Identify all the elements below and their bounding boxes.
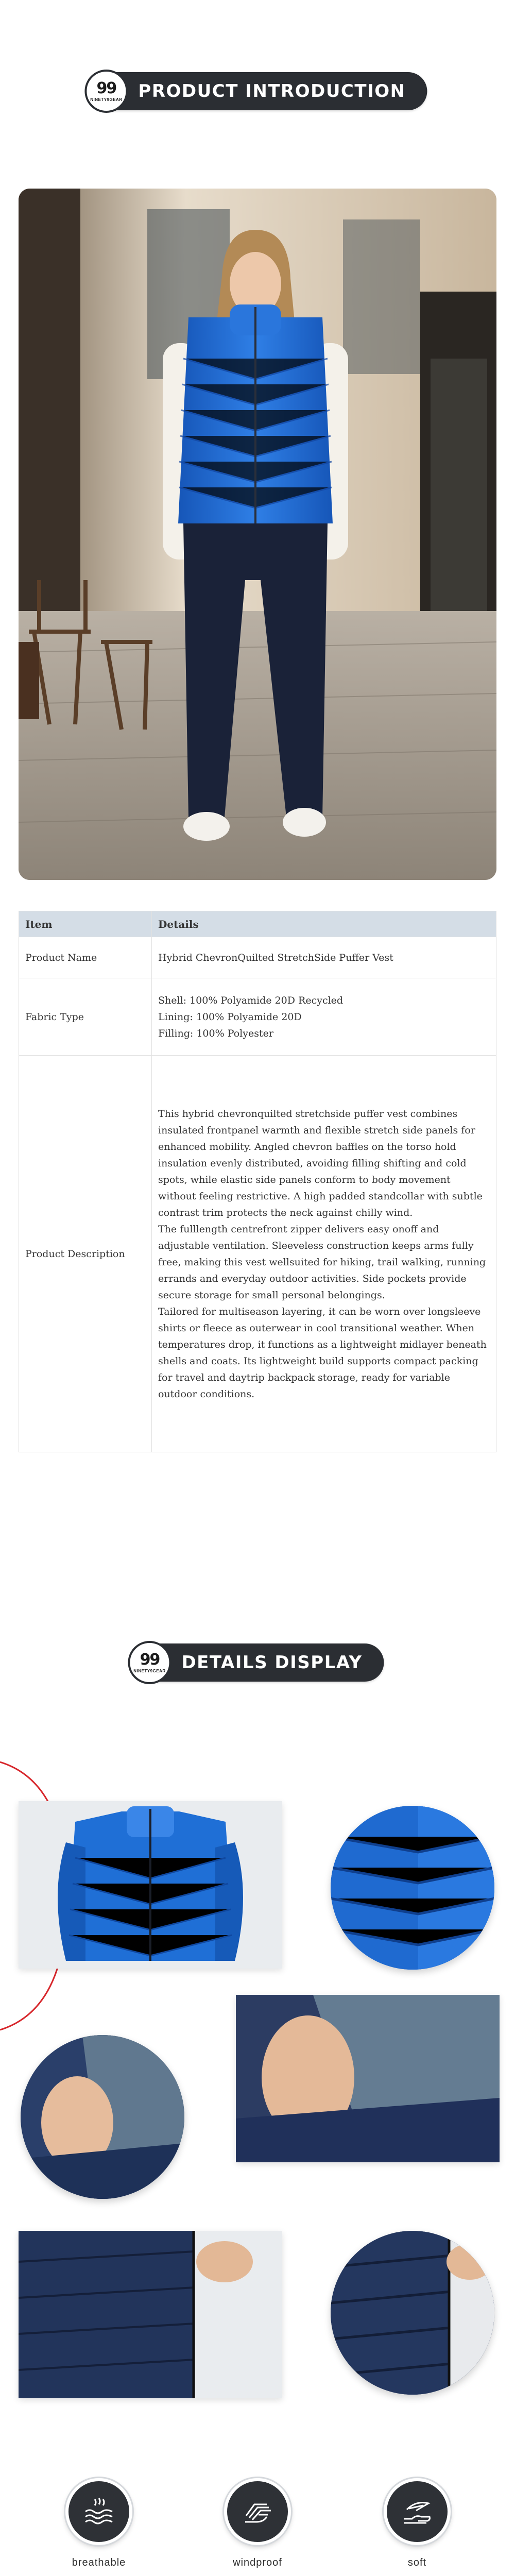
- fabric-line-filling: Filling: 100% Polyester: [158, 1027, 273, 1039]
- table-row: [19, 978, 496, 1056]
- table-row: [19, 1056, 496, 1452]
- product-introduction-header: [88, 72, 427, 110]
- row-value-fabric-type: [152, 978, 496, 1056]
- table-row: [19, 937, 496, 978]
- logo-number: 99: [96, 79, 116, 97]
- column-header-details: Details: [152, 911, 496, 937]
- model-photo-illustration: [19, 189, 496, 880]
- row-value-product-name: Hybrid ChevronQuilted StretchSide Puffer Vest: [152, 937, 496, 978]
- logo-brand: NINETY9GEAR: [133, 1668, 166, 1673]
- spec-table: [19, 911, 496, 1452]
- feature-soft: [366, 2478, 469, 2569]
- row-key-product-name: Product Name: [19, 937, 152, 978]
- feature-label: windproof: [233, 2557, 282, 2568]
- detail-zipper-photo: [19, 2231, 282, 2398]
- feature-windproof: [206, 2478, 309, 2569]
- section-title: DETAILS DISPLAY: [181, 1652, 363, 1673]
- section-title: PRODUCT INTRODUCTION: [138, 81, 406, 101]
- description-paragraph: This hybrid chevronquilted stretchside puffer vest combines insulated frontpanel warmth and flexible stretch side panels for enhanced mobility. Angled chevron baffles on the torso hold insulation evenly distributed, avoiding filling shifting and cold spots, while elastic side panels conform to body movement without feeling restrictive. A high padded standcollar with subtle contrast trim protects the neck against chilly wind.: [158, 1108, 483, 1218]
- feature-breathable: [47, 2478, 150, 2569]
- wind-hand-icon: [224, 2478, 291, 2545]
- feature-label: soft: [407, 2557, 427, 2568]
- waves-icon: [65, 2478, 132, 2545]
- brand-logo: [84, 70, 128, 113]
- table-header-row: [19, 911, 496, 937]
- column-header-item: Item: [19, 911, 152, 937]
- logo-brand: NINETY9GEAR: [90, 97, 123, 102]
- hero-photo: [19, 189, 496, 880]
- fabric-line-shell: Shell: 100% Polyamide 20D Recycled: [158, 994, 344, 1006]
- feather-hand-icon: [384, 2478, 451, 2545]
- row-key-description: Product Description: [19, 1056, 152, 1452]
- description-paragraph: The fulllength centrefront zipper delivers easy onoff and adjustable ventilation. Sleeveless construction keeps arms fully free, making this vest wellsuited for hiking, trail walking, running errands and everyday outdoor activities. Side pockets provide secure storage for small personal belongings.: [158, 1223, 486, 1301]
- details-display-header: [131, 1643, 384, 1682]
- row-value-description: [152, 1056, 496, 1452]
- row-key-fabric-type: Fabric Type: [19, 978, 152, 1056]
- detail-vest-flatlay: [19, 1801, 282, 1969]
- logo-number: 99: [140, 1650, 160, 1669]
- detail-pocket-photo: [236, 1995, 500, 2162]
- detail-circle-zipper: [331, 2231, 494, 2395]
- detail-circle-quilting: [331, 1806, 494, 1970]
- description-paragraph: Tailored for multiseason layering, it can be worn over longsleeve shirts or fleece as outerwear in cool transitional weather. When temperatures drop, it functions as a lightweight midlayer beneath shells and coats. Its lightweight build supports compact packing for travel and daytrip backpack storage, ready for variable outdoor conditions.: [158, 1306, 487, 1400]
- brand-logo: [128, 1641, 171, 1684]
- fabric-line-lining: Lining: 100% Polyamide 20D: [158, 1011, 302, 1023]
- feature-label: breathable: [72, 2557, 126, 2568]
- detail-circle-pocket: [21, 2035, 184, 2199]
